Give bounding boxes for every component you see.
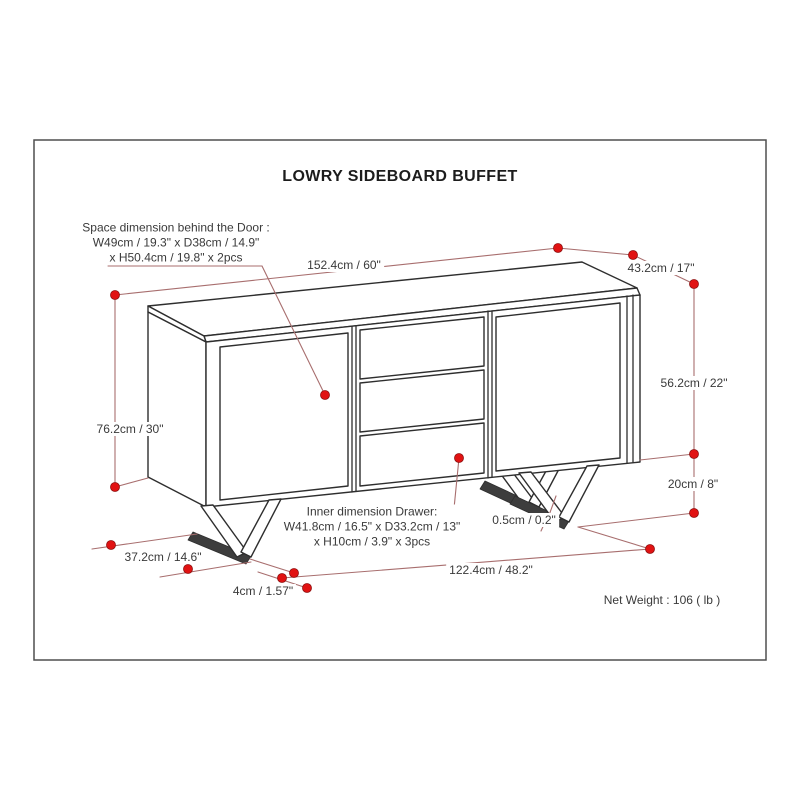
annotation-line: Inner dimension Drawer: (306, 504, 438, 519)
left-door (220, 333, 348, 500)
dimension-dot (629, 251, 638, 260)
dim-label-leg-depth: 37.2cm / 14.6" (122, 550, 205, 564)
dimension-dot (303, 584, 312, 593)
annotation-drawer-inner (282, 505, 463, 550)
annotation-line: Space dimension behind the Door : (82, 220, 270, 235)
page-title: LOWRY SIDEBOARD BUFFET (282, 168, 518, 185)
annotation-line: x H50.4cm / 19.8" x 2pcs (109, 250, 243, 265)
left-side-panel (148, 312, 206, 507)
annotation-line: W49cm / 19.3" x D38cm / 14.9" (92, 235, 260, 250)
dimension-dot (111, 291, 120, 300)
dimension-dot (455, 454, 464, 463)
dimension-dot (690, 450, 699, 459)
dimension-dot (690, 509, 699, 518)
dimension-dot (111, 483, 120, 492)
net-weight-label: Net Weight : 106 ( lb ) (603, 593, 721, 607)
dim-label-carcass-height: 56.2cm / 22" (658, 376, 731, 390)
dimension-dot (278, 574, 287, 583)
annotation-line: W41.8cm / 16.5" x D33.2cm / 13" (283, 519, 461, 534)
dim-label-total-height: 76.2cm / 30" (94, 422, 167, 436)
dimension-dot (690, 280, 699, 289)
dimension-dot (290, 569, 299, 578)
right-door (496, 303, 620, 471)
dim-label-top-width: 152.4cm / 60" (304, 258, 384, 272)
dim-label-leg-span: 122.4cm / 48.2" (446, 563, 536, 577)
annotation-door-space (80, 221, 271, 266)
dimension-dot (554, 244, 563, 253)
dimension-dot (107, 541, 116, 550)
dim-label-glide-height: 0.5cm / 0.2" (489, 513, 559, 527)
dim-label-foot-thickness: 4cm / 1.57" (230, 584, 296, 598)
dimension-dot (321, 391, 330, 400)
dim-label-top-depth: 43.2cm / 17" (625, 261, 698, 275)
dimension-dot (646, 545, 655, 554)
dimension-dot (184, 565, 193, 574)
dim-label-leg-height: 20cm / 8" (665, 477, 721, 491)
cabinet-carcass (148, 262, 640, 507)
annotation-line: x H10cm / 3.9" x 3pcs (313, 534, 431, 549)
